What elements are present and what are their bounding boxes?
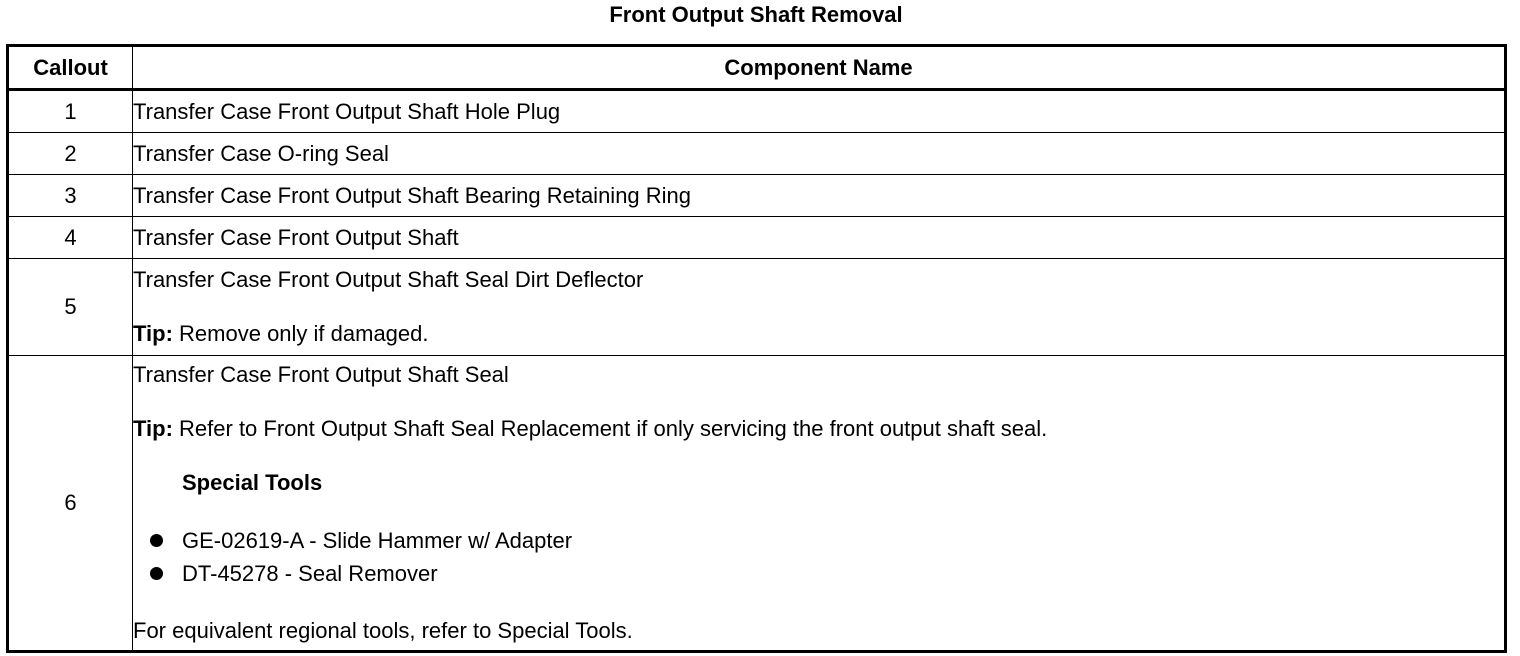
component-name: Transfer Case Front Output Shaft Hole Plug [133, 90, 1506, 133]
tool-entry: GE-02619-A - Slide Hammer w/ Adapter [182, 528, 573, 553]
page-title: Front Output Shaft Removal [609, 2, 903, 27]
component-name: Transfer Case Front Output Shaft Seal Dirt Deflector [133, 267, 644, 292]
tip-label: Tip: [133, 416, 173, 441]
table-row [8, 90, 1506, 133]
tip-label: Tip: [133, 321, 173, 346]
component-cell [133, 356, 1506, 652]
callout-number: 2 [8, 133, 133, 175]
callout-number: 6 [8, 356, 133, 652]
regional-tools-note: For equivalent regional tools, refer to Special Tools. [133, 618, 633, 643]
table-header-row [8, 46, 1506, 90]
callout-number: 1 [8, 90, 133, 133]
tip-note [133, 416, 1504, 442]
special-tools-list [133, 524, 1504, 590]
component-name: Transfer Case Front Output Shaft [133, 217, 1506, 259]
bullet-icon [150, 567, 163, 580]
component-cell [133, 259, 1506, 356]
list-item [133, 524, 1504, 557]
table-row [8, 259, 1506, 356]
list-item [133, 557, 1504, 590]
callout-number: 5 [8, 259, 133, 356]
tip-text: Remove only if damaged. [172, 321, 429, 346]
table-row [8, 356, 1506, 652]
component-name: Transfer Case Front Output Shaft Seal [133, 362, 509, 387]
special-tools-heading: Special Tools [182, 470, 323, 495]
callout-table [6, 44, 1507, 653]
tool-entry: DT-45278 - Seal Remover [182, 561, 438, 586]
table-row [8, 133, 1506, 175]
header-callout: Callout [8, 46, 133, 90]
bullet-icon [150, 534, 163, 547]
tip-note [133, 321, 1504, 347]
header-component-name: Component Name [133, 46, 1506, 90]
component-name: Transfer Case O-ring Seal [133, 133, 1506, 175]
callout-number: 3 [8, 175, 133, 217]
table-row [8, 175, 1506, 217]
table-row [8, 217, 1506, 259]
component-name: Transfer Case Front Output Shaft Bearing Retaining Ring [133, 175, 1506, 217]
tip-text: Refer to Front Output Shaft Seal Replacement if only servicing the front output shaft seal. [172, 416, 1048, 441]
callout-number: 4 [8, 217, 133, 259]
